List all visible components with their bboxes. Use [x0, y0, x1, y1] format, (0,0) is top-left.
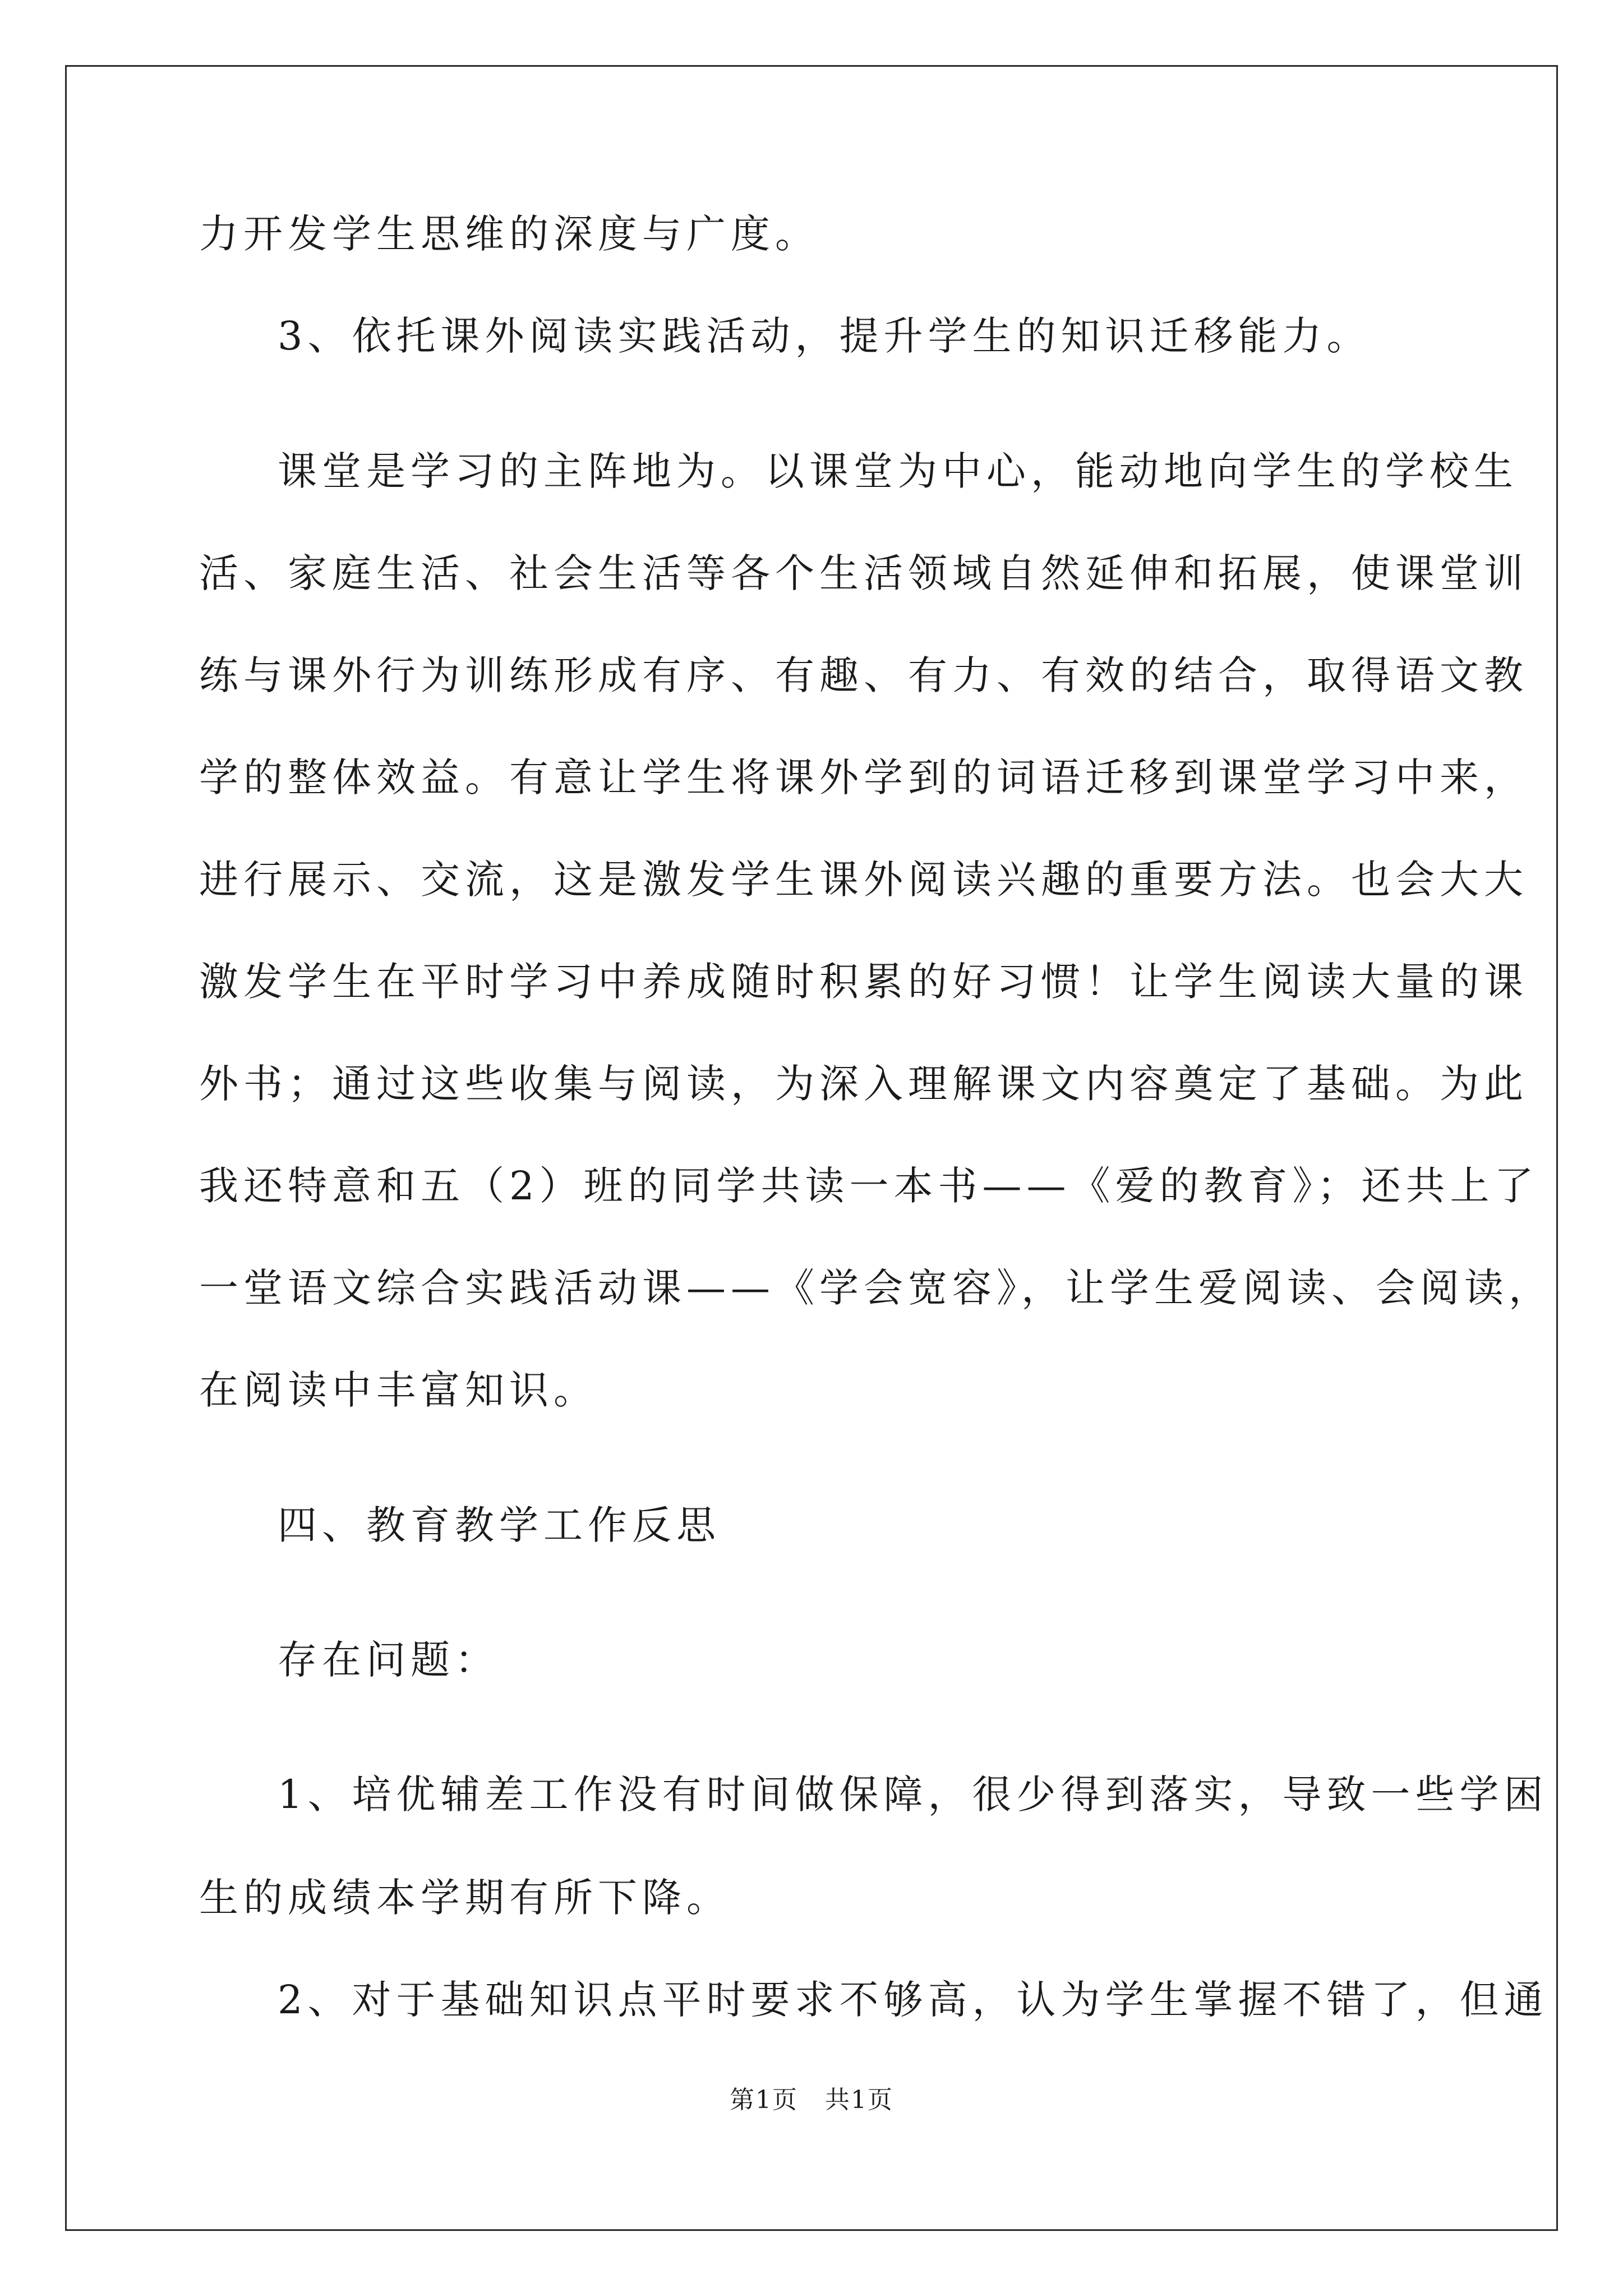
- text-line: 活、家庭生活、社会生活等各个生活领域自然延伸和拓展，使课堂训: [199, 550, 1528, 596]
- text-line: 3、依托课外阅读实践活动，提升学生的知识迁移能力。: [278, 313, 1371, 359]
- section-heading: 四、教育教学工作反思: [278, 1502, 721, 1548]
- text-line: 力开发学生思维的深度与广度。: [199, 211, 819, 257]
- text-line: 课堂是学习的主阵地为。以课堂为中心，能动地向学生的学校生: [278, 448, 1518, 494]
- text-line: 激发学生在平时学习中养成随时积累的好习惯！让学生阅读大量的课: [199, 959, 1528, 1005]
- page-number-footer: 第1页 共1页: [730, 2086, 893, 2114]
- text-line: 2、对于基础知识点平时要求不够高，认为学生掌握不错了，但通: [278, 1977, 1548, 2023]
- text-line: 在阅读中丰富知识。: [199, 1367, 598, 1413]
- text-line: 学的整体效益。有意让学生将课外学到的词语迁移到课堂学习中来，: [199, 754, 1528, 800]
- text-line: 1、培优辅差工作没有时间做保障，很少得到落实，导致一些学困: [278, 1772, 1548, 1818]
- text-line: 进行展示、交流，这是激发学生课外阅读兴趣的重要方法。也会大大: [199, 857, 1528, 903]
- text-line: 我还特意和五（2）班的同学共读一本书——《爱的教育》；还共上了: [199, 1163, 1539, 1209]
- text-line: 一堂语文综合实践活动课——《学会宽容》，让学生爱阅读、会阅读，: [199, 1265, 1553, 1311]
- text-line: 练与课外行为训练形成有序、有趣、有力、有效的结合，取得语文教: [199, 652, 1528, 698]
- text-line: 外书；通过这些收集与阅读，为深入理解课文内容奠定了基础。为此: [199, 1061, 1528, 1107]
- text-line: 存在问题：: [278, 1637, 499, 1683]
- text-line: 生的成绩本学期有所下降。: [199, 1875, 731, 1921]
